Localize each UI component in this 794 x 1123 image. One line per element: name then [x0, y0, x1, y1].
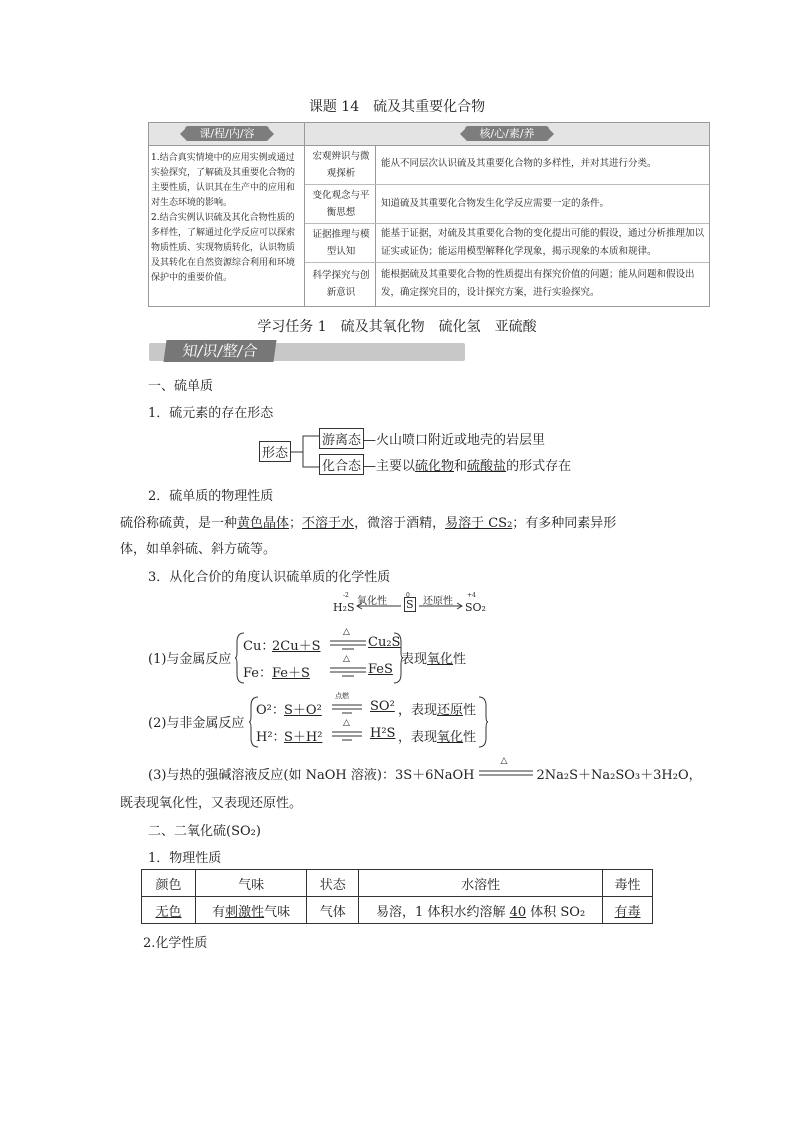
o2-rhs: SO² — [370, 699, 395, 714]
valence-s-box: S — [406, 598, 414, 611]
literacy-value: 能基于证据，对硫及其重要化合物的变化提出可能的假设，通过分析推理加以证实或证伪；能运用模型解释化学现象，揭示现象的本质和规律。 — [381, 228, 705, 257]
o2-prefix: O²： — [256, 703, 285, 718]
fe-prefix: Fe： — [243, 666, 273, 681]
literacy-key: 科学探究与创新意识 — [312, 270, 370, 298]
free-state: 游离态 — [319, 428, 364, 449]
task-title: 学习任务 1 硫及其氧化物 硫化氢 亚硫酸 — [257, 319, 537, 335]
arrow-reducing-label: 还原性 — [423, 596, 453, 607]
literacy-key: 证据推理与模型认知 — [312, 229, 370, 257]
metal-reaction-label: (1)与金属反应 — [148, 652, 232, 667]
so2-physical-table — [141, 869, 653, 924]
heading-physical: 2．硫单质的物理性质 — [148, 489, 274, 504]
section-tag: 知/识/整/合 — [163, 340, 276, 362]
h2-condition: △ — [343, 718, 350, 728]
heading-so2-physical: 1．物理性质 — [148, 851, 222, 866]
o2-lhs: S＋O² — [284, 703, 322, 718]
h2-equals-icon — [332, 730, 362, 742]
literacy-row — [305, 146, 709, 185]
core-literacy-header — [305, 123, 709, 146]
valence-so2: SO₂ — [465, 601, 486, 614]
h2-lhs: S＋H² — [284, 730, 323, 745]
h2-prefix: H²： — [256, 730, 286, 745]
core-literacy-label: 核/心/素/养 — [465, 126, 549, 141]
table-row — [142, 897, 653, 924]
left-arrow-icon — [355, 602, 401, 610]
literacy-key: 宏观辨识与微观探析 — [312, 151, 370, 179]
cu-rhs: Cu₂S — [368, 635, 401, 650]
h2-result: ，表现氧化性 — [398, 730, 477, 745]
heading-forms: 1．硫元素的存在形态 — [148, 406, 274, 421]
section-bar — [149, 343, 465, 361]
valence-h2s: H₂S — [333, 601, 355, 614]
table-header-cell: 状态 — [307, 870, 359, 897]
base-reaction-condition: △ — [500, 756, 508, 766]
literacy-key: 变化观念与平衡思想 — [312, 190, 370, 218]
combined-state-desc: —主要以硫化物和硫酸盐的形式存在 — [363, 459, 572, 474]
forms-label: 形态 — [259, 441, 291, 462]
h2-rhs: H²S — [370, 726, 396, 741]
literacy-value: 知道硫及其重要化合物发生化学反应需要一定的条件。 — [381, 198, 610, 209]
fe-rhs: FeS — [368, 662, 393, 677]
overview-table — [148, 122, 710, 307]
course-content-header — [149, 123, 305, 146]
physical-text-2: 体，如单斜硫、斜方硫等。 — [120, 542, 277, 557]
nonmetal-reaction-label: (2)与非金属反应 — [148, 716, 245, 731]
literacy-row — [305, 224, 709, 263]
combined-state: 化合态 — [319, 454, 364, 475]
course-content-text: 1.结合真实情境中的应用实例或通过实验探究，了解硫及其重要化合物的主要性质，认识其在生产中的应用和对生态环境的影响。 2.结合实例认识硫及其化合物性质的多样性，了解通过化学反应可以探索物质性质、实现物质转化，认识物质及其转化在自然资源综合利用和环境保护中的重要价值。 — [151, 153, 296, 283]
table-header-cell: 水溶性 — [359, 870, 603, 897]
valence-s-ox: 0 — [406, 592, 410, 599]
base-reaction-note: 既表现氧化性，又表现还原性。 — [120, 796, 303, 811]
o2-result: ，表现还原性 — [398, 703, 477, 718]
page-title: 课题 14 硫及其重要化合物 — [308, 99, 486, 115]
table-header-cell: 颜色 — [142, 870, 196, 897]
fe-equals-icon — [330, 666, 366, 678]
table-cell: 有毒 — [603, 897, 653, 924]
literacy-row — [305, 185, 709, 224]
table-cell: 气体 — [307, 897, 359, 924]
metal-reaction-result: 表现氧化性 — [401, 652, 467, 667]
nonmetal-reactions — [148, 692, 498, 750]
table-header-row — [142, 870, 653, 897]
valence-so2-ox: +4 — [467, 592, 476, 599]
table-cell: 易溶，1 体积水约溶解 40 体积 SO₂ — [359, 897, 603, 924]
o2-condition: 点燃 — [335, 692, 349, 700]
cu-prefix: Cu： — [243, 639, 275, 654]
o2-equals-icon — [332, 703, 362, 715]
cu-condition: △ — [343, 627, 350, 637]
heading-so2-chemical: 2.化学性质 — [143, 936, 208, 951]
literacy-value: 能根据硫及其重要化合物的性质提出有探究价值的问题；能从问题和假设出发，确定探究目的，设计探究方案，进行实验探究。 — [381, 269, 695, 298]
fe-condition: △ — [343, 654, 350, 664]
physical-text-1: 硫俗称硫黄，是一种黄色晶体；不溶于水，微溶于酒精，易溶于 CS₂；有多种同素异形 — [120, 516, 617, 531]
right-brace-icon — [478, 696, 488, 748]
literacy-row — [305, 263, 709, 305]
table-cell: 无色 — [142, 897, 196, 924]
base-equals-icon — [479, 770, 533, 776]
fe-lhs: Fe＋S — [272, 666, 310, 681]
right-arrow-icon — [419, 602, 465, 610]
course-content-label: 课/程/内/容 — [185, 126, 269, 141]
cu-lhs: 2Cu＋S — [272, 639, 321, 654]
valence-h2s-ox: -2 — [343, 592, 349, 599]
table-cell: 有刺激性气味 — [196, 897, 307, 924]
metal-reactions — [148, 628, 488, 686]
base-reaction: (3)与热的强碱溶液反应(如 NaOH 溶液)：3S＋6NaOH △ 2Na₂S＋Na₂SO₃＋3H₂O， — [148, 756, 702, 783]
table-header-cell: 毒性 — [603, 870, 653, 897]
heading-chemical: 3．从化合价的角度认识硫单质的化学性质 — [148, 570, 391, 585]
forms-bracket — [291, 429, 321, 473]
free-state-desc: —火山喷口附近或地壳的岩层里 — [363, 433, 546, 448]
valence-diagram — [333, 592, 493, 620]
arrow-oxidizing-label: 氧化性 — [357, 596, 387, 607]
heading-sulfur: 一、硫单质 — [148, 379, 214, 394]
table-header-cell: 气味 — [196, 870, 307, 897]
literacy-value: 能从不同层次认识硫及其重要化合物的多样性，并对其进行分类。 — [381, 158, 657, 169]
forms-diagram — [259, 425, 579, 475]
heading-so2: 二、二氧化硫(SO₂) — [148, 824, 261, 839]
cu-equals-icon — [330, 639, 366, 651]
